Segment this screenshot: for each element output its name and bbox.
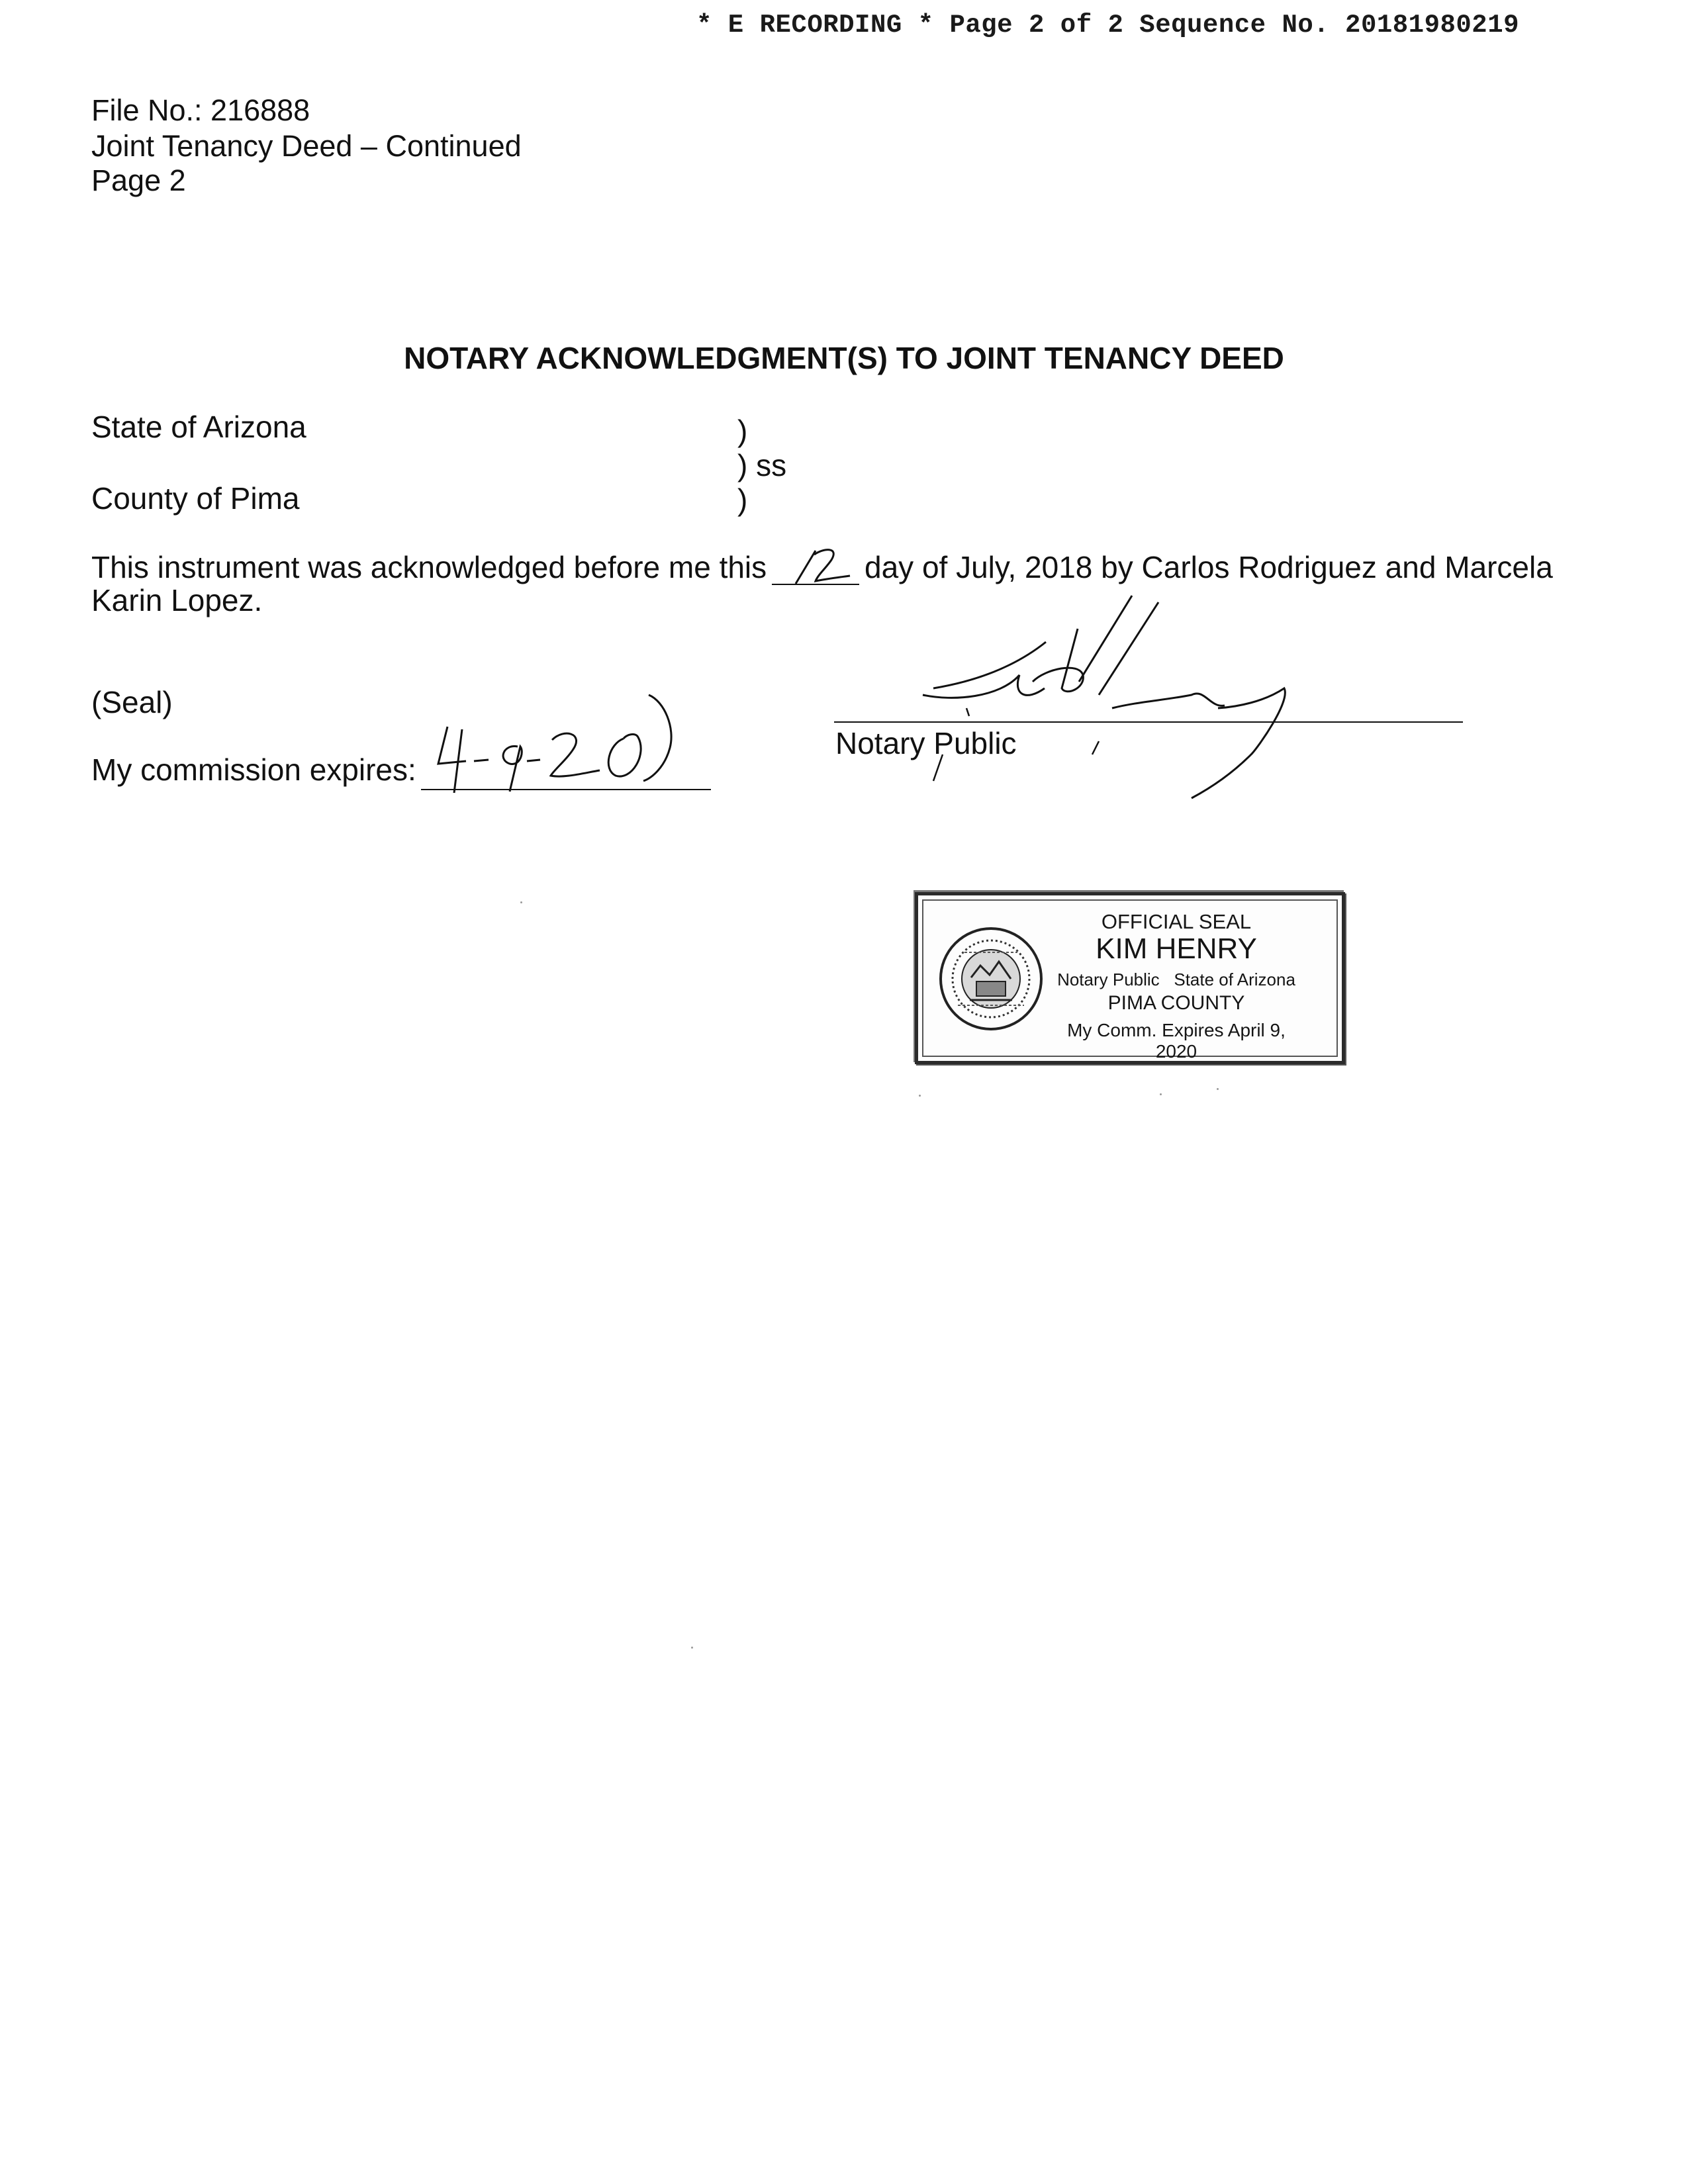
ack-text-before: This instrument was acknowledged before me this [91,550,767,584]
document-title: Joint Tenancy Deed – Continued [91,129,522,163]
stamp-state: State of Arizona [1174,970,1295,989]
venue-paren-top: ) [737,414,748,448]
ack-day-handwriting [776,545,868,592]
scan-speck [919,1095,921,1097]
stamp-notary-state [1051,970,1302,990]
notary-signature [914,589,1443,814]
commission-label: My commission expires: [91,752,416,787]
recording-banner: * E RECORDING * Page 2 of 2 Sequence No. 20181980219 [696,11,1519,40]
stamp-expiry: My Comm. Expires April 9, 2020 [1067,1020,1286,1062]
scan-speck [691,1647,693,1649]
file-number: File No.: 216888 [91,93,310,127]
commission-expiry-handwriting [410,682,715,794]
scan-speck [520,901,522,903]
page-label: Page 2 [91,163,186,197]
official-seal-stamp [915,892,1345,1064]
notary-label: Notary Public [835,726,1017,760]
stamp-notary-name: KIM HENRY [1096,933,1257,965]
seal-label: (Seal) [91,685,173,719]
scan-speck [1160,1093,1162,1095]
venue-paren-ss: ) ss [737,448,787,482]
stamp-county: PIMA COUNTY [1107,992,1245,1014]
scan-speck [1217,1088,1219,1090]
stamp-official-seal: OFFICIAL SEAL [1101,910,1252,933]
ack-text-line2: Karin Lopez. [91,583,263,617]
acknowledgment-title: NOTARY ACKNOWLEDGMENT(S) TO JOINT TENANCY DEED [404,341,1284,375]
venue-county: County of Pima [91,481,300,516]
ack-day-line [772,552,859,585]
venue-paren-bottom: ) [737,482,748,517]
venue-state: State of Arizona [91,410,306,444]
stamp-notary-public: Notary Public [1057,970,1160,989]
arizona-state-seal-icon [938,926,1044,1032]
ack-text-after: day of July, 2018 by Carlos Rodriguez and Marcela [865,550,1553,584]
